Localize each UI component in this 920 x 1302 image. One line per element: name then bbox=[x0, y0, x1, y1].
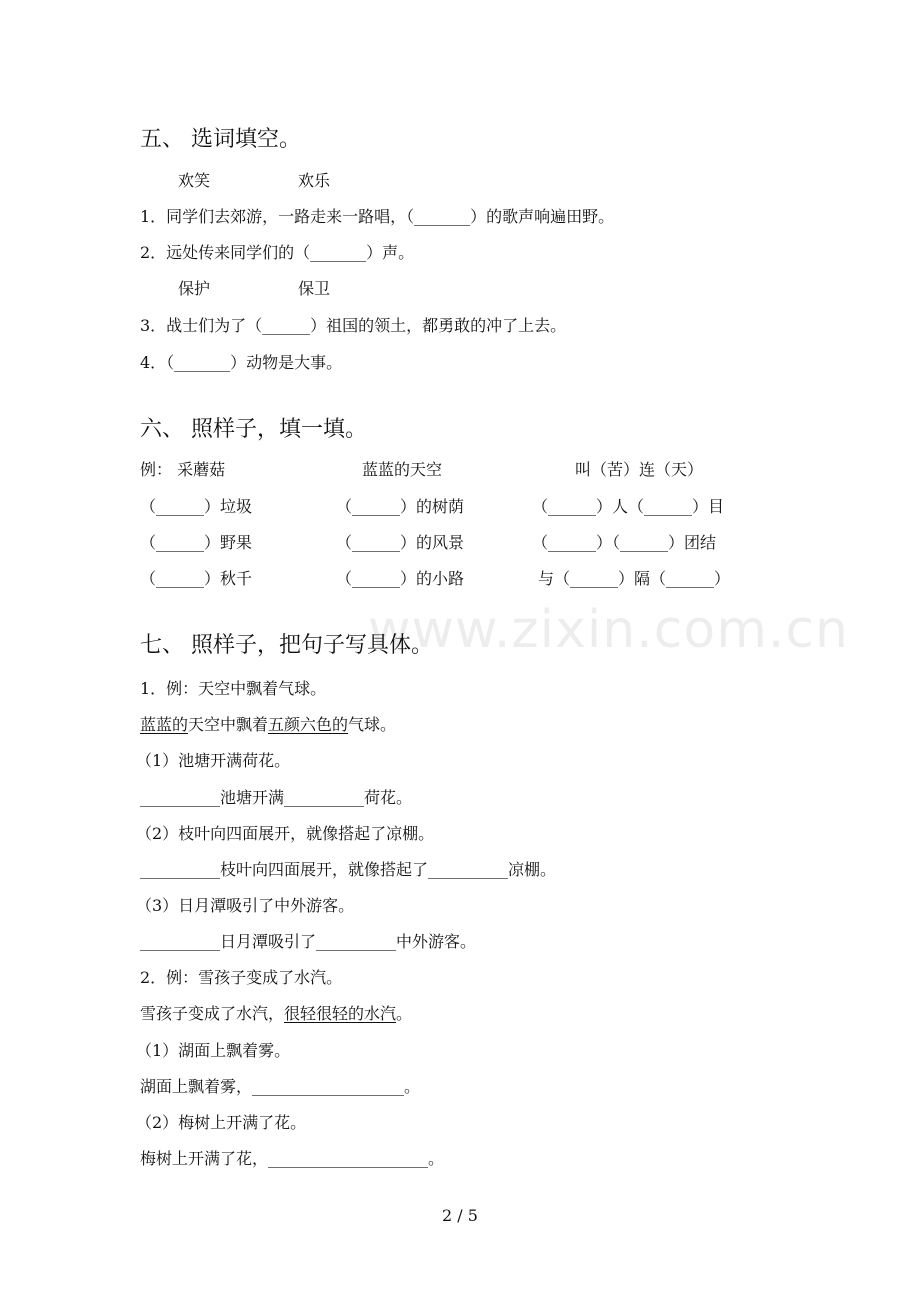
answer-line: 梅树上开满了花，____________________。 bbox=[140, 1149, 445, 1168]
section-7-heading: 七、 照样子，把句子写具体。 bbox=[140, 633, 433, 658]
fill-cell: （______）的树荫 bbox=[336, 497, 465, 516]
fill-cell: （______）人（______）目 bbox=[532, 497, 725, 516]
fill-cell: （______）垃圾 bbox=[140, 497, 253, 516]
answer-line: __________枝叶向四面展开，就像搭起了__________凉棚。 bbox=[140, 860, 557, 879]
watermark: www.zixin.com.cn bbox=[368, 600, 849, 660]
example-cell: 蓝蓝的天空 bbox=[362, 460, 443, 479]
question-item: （1）湖面上飘着雾。 bbox=[136, 1041, 291, 1060]
sentence-part: 雪孩子变成了水汽， bbox=[140, 1004, 285, 1023]
fill-cell: （______）秋千 bbox=[140, 569, 253, 588]
word-option: 欢笑 bbox=[178, 171, 211, 190]
answer-line: __________池塘开满__________荷花。 bbox=[140, 788, 413, 807]
section-6-heading: 六、 照样子，填一填。 bbox=[140, 417, 367, 442]
example-cell: 叫（苦）连（天） bbox=[575, 460, 704, 479]
example-sentence: 2．例：雪孩子变成了水汽。 bbox=[140, 968, 343, 987]
question-item: 3．战士们为了（______）祖国的领土，都勇敢的冲了上去。 bbox=[140, 316, 567, 335]
word-option: 欢乐 bbox=[298, 171, 331, 190]
fill-cell: （______）野果 bbox=[140, 533, 253, 552]
sentence-part: 。 bbox=[396, 1004, 413, 1023]
word-option: 保卫 bbox=[298, 279, 331, 298]
section-5-heading: 五、 选词填空。 bbox=[140, 127, 301, 152]
question-item: （2）枝叶向四面展开，就像搭起了凉棚。 bbox=[136, 824, 435, 843]
answer-line: 湖面上飘着雾，___________________。 bbox=[140, 1077, 421, 1096]
answer-line: __________日月潭吸引了__________中外游客。 bbox=[140, 932, 477, 951]
fill-cell: 与（______）隔（______） bbox=[538, 569, 731, 588]
page-number: 2 / 5 bbox=[442, 1206, 478, 1225]
fill-cell: （______）（______）团结 bbox=[532, 533, 717, 552]
underlined-phrase: 蓝蓝的 bbox=[140, 715, 189, 734]
question-item: 2．远处传来同学们的（_______）声。 bbox=[140, 243, 415, 262]
underlined-phrase: 五颜六色的 bbox=[268, 715, 349, 734]
word-option: 保护 bbox=[178, 279, 211, 298]
example-sentence: 1．例：天空中飘着气球。 bbox=[140, 679, 327, 698]
question-item: 1．同学们去郊游，一路走来一路唱，（_______）的歌声响遍田野。 bbox=[140, 207, 615, 226]
question-item: （2）梅树上开满了花。 bbox=[136, 1113, 307, 1132]
fill-cell: （______）的小路 bbox=[336, 569, 465, 588]
example-answer bbox=[140, 712, 396, 735]
fill-cell: （______）的风景 bbox=[336, 533, 465, 552]
example-cell: 例： 采蘑菇 bbox=[140, 460, 226, 479]
example-answer bbox=[140, 1001, 412, 1024]
question-item: 4．（_______）动物是大事。 bbox=[140, 353, 343, 372]
question-item: （3）日月潭吸引了中外游客。 bbox=[136, 896, 355, 915]
sentence-part: 气球。 bbox=[348, 715, 397, 734]
question-item: （1）池塘开满荷花。 bbox=[136, 751, 291, 770]
sentence-part: 天空中飘着 bbox=[188, 715, 269, 734]
underlined-phrase: 很轻很轻的水汽 bbox=[284, 1004, 397, 1023]
